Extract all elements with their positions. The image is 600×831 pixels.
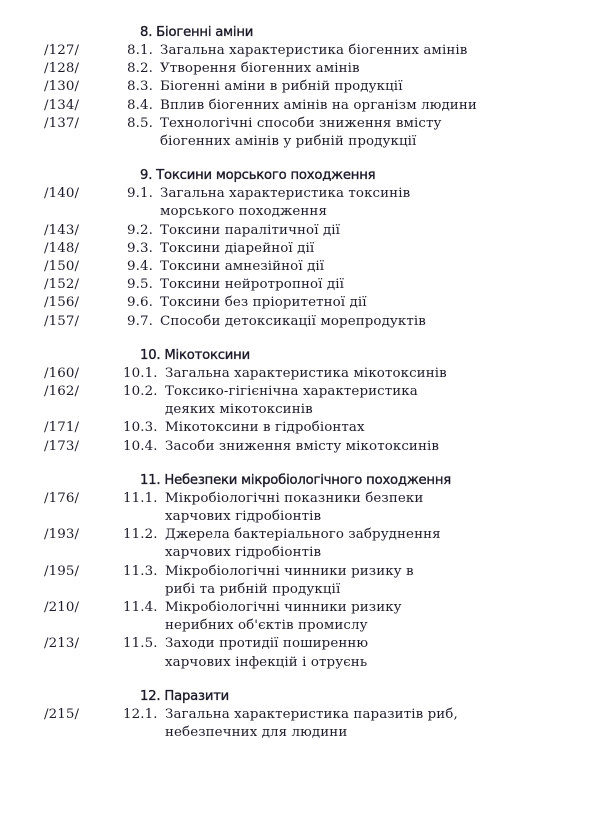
- toc-entry[interactable]: [0, 599, 600, 635]
- section-number: 10.4.: [123, 438, 158, 454]
- section-title: Загальна характеристика мікотоксинів: [165, 365, 447, 381]
- section-title: Джерела бактеріального забруднення харчових гідробіонтів: [165, 527, 441, 561]
- page-number: /152/: [44, 277, 80, 293]
- page-number: /160/: [44, 365, 80, 381]
- section-title: Токсини нейротропної дії: [160, 277, 345, 293]
- toc-entry[interactable]: [0, 706, 600, 742]
- page-number: /143/: [44, 222, 80, 238]
- chapter-10: [0, 346, 600, 456]
- section-number: 12.1.: [123, 706, 158, 722]
- chapter-heading: 10. Мікотоксини: [140, 347, 250, 363]
- section-title: Мікотоксини в гідробіонтах: [165, 420, 365, 436]
- section-number: 8.1.: [127, 43, 153, 58]
- chapter-heading: 9. Токсини морського походження: [140, 168, 376, 184]
- toc-entry[interactable]: [0, 438, 600, 456]
- page-number: /137/: [44, 115, 80, 131]
- section-number: 11.4.: [123, 600, 158, 616]
- section-number: 9.4.: [127, 259, 153, 275]
- page-number: /157/: [44, 313, 80, 329]
- section-number: 10.3.: [123, 420, 158, 436]
- section-number: 9.5.: [127, 277, 153, 293]
- chapter-8: [0, 23, 600, 151]
- section-title: Мікробіологічні показники безпеки харчових гідробіонтів: [165, 490, 424, 525]
- section-title: Заходи протидії поширенню харчових інфекцій і отруєнь: [165, 636, 369, 670]
- section-title: Засоби зниження вмісту мікотоксинів: [165, 438, 439, 454]
- toc-entry[interactable]: [0, 526, 600, 562]
- page-number: /162/: [44, 384, 80, 400]
- section-number: 11.2.: [123, 527, 158, 543]
- toc-entry[interactable]: [0, 276, 600, 294]
- section-number: 9.3.: [127, 240, 153, 256]
- toc-entry[interactable]: [0, 313, 600, 331]
- section-title: Загальна характеристика біогенних амінів: [160, 43, 468, 58]
- page-number: /215/: [44, 706, 80, 722]
- section-title: Вплив біогенних амінів на організм людини: [160, 97, 477, 113]
- toc-entry[interactable]: [0, 222, 600, 240]
- section-title: Мікробіологічні чинники ризику нерибних об'єктів промислу: [165, 600, 402, 634]
- section-number: 10.1.: [123, 365, 158, 381]
- toc-entry[interactable]: [0, 240, 600, 258]
- page-number: /195/: [44, 563, 80, 579]
- section-title: Загальна характеристика паразитів риб, небезпечних для людини: [165, 706, 458, 741]
- page-number: /210/: [44, 600, 80, 616]
- toc-entry[interactable]: [0, 635, 600, 671]
- section-title: Токсико-гігієнічна характеристика деяких мікотоксинів: [165, 384, 418, 418]
- section-number: 11.5.: [123, 636, 158, 652]
- section-title: Біогенні аміни в рибній продукції: [160, 79, 403, 95]
- toc-entry[interactable]: [0, 294, 600, 312]
- section-number: 11.3.: [123, 563, 158, 579]
- page-number: /173/: [44, 438, 80, 454]
- page-number: /127/: [44, 43, 80, 58]
- toc-entry[interactable]: [0, 185, 600, 221]
- page-number: /130/: [44, 79, 80, 95]
- section-number: 11.1.: [123, 490, 158, 506]
- toc-entry[interactable]: [0, 115, 600, 151]
- chapter-heading: 12. Паразити: [140, 688, 230, 704]
- section-number: 9.6.: [127, 295, 153, 311]
- section-number: 8.2.: [127, 61, 153, 77]
- section-number: 8.3.: [127, 79, 153, 95]
- section-number: 8.5.: [127, 115, 153, 131]
- page-number: /171/: [44, 420, 80, 436]
- page-number: /176/: [44, 490, 80, 506]
- section-title: Токсини діарейної дії: [160, 240, 315, 256]
- chapter-12: [0, 687, 600, 742]
- section-title: Токсини паралітичної дії: [160, 222, 341, 238]
- toc-entry[interactable]: [0, 383, 600, 419]
- page-number: /150/: [44, 259, 80, 275]
- toc-entry[interactable]: [0, 419, 600, 437]
- section-number: 9.7.: [127, 313, 153, 329]
- chapter-9: [0, 166, 600, 331]
- section-number: 10.2.: [123, 384, 158, 400]
- page-number: /213/: [44, 636, 80, 652]
- section-number: 9.2.: [127, 222, 153, 238]
- section-title: Токсини без пріоритетної дії: [160, 295, 367, 311]
- page-number: /140/: [44, 186, 80, 202]
- chapter-heading: 11. Небезпеки мікробіологічного походження: [140, 472, 452, 488]
- chapter-11: [0, 471, 600, 672]
- toc-entry[interactable]: [0, 97, 600, 115]
- section-number: 8.4.: [127, 97, 153, 113]
- page-number: /128/: [44, 61, 80, 77]
- toc-entry[interactable]: [0, 258, 600, 276]
- page-number: /156/: [44, 295, 80, 311]
- toc-entry[interactable]: [0, 563, 600, 599]
- page-number: /134/: [44, 97, 80, 113]
- toc-entry[interactable]: [0, 490, 600, 526]
- page-number: /148/: [44, 240, 80, 256]
- section-title: Токсини амнезійної дії: [160, 259, 325, 275]
- table-of-contents: [0, 23, 600, 757]
- section-number: 9.1.: [127, 186, 153, 202]
- toc-entry[interactable]: [0, 42, 600, 60]
- section-title: Загальна характеристика токсинів морського походження: [160, 186, 411, 220]
- toc-entry[interactable]: [0, 60, 600, 78]
- toc-entry[interactable]: [0, 365, 600, 383]
- section-title: Утворення біогенних амінів: [160, 61, 360, 77]
- chapter-heading: 8. Біогенні аміни: [140, 25, 254, 40]
- section-title: Технологічні способи зниження вмісту біогенних амінів у рибній продукції: [160, 115, 442, 150]
- section-title: Мікробіологічні чинники ризику в рибі та рибній продукції: [165, 563, 414, 597]
- section-title: Способи детоксикації морепродуктів: [160, 313, 426, 329]
- page-number: /193/: [44, 527, 80, 543]
- toc-entry[interactable]: [0, 78, 600, 96]
